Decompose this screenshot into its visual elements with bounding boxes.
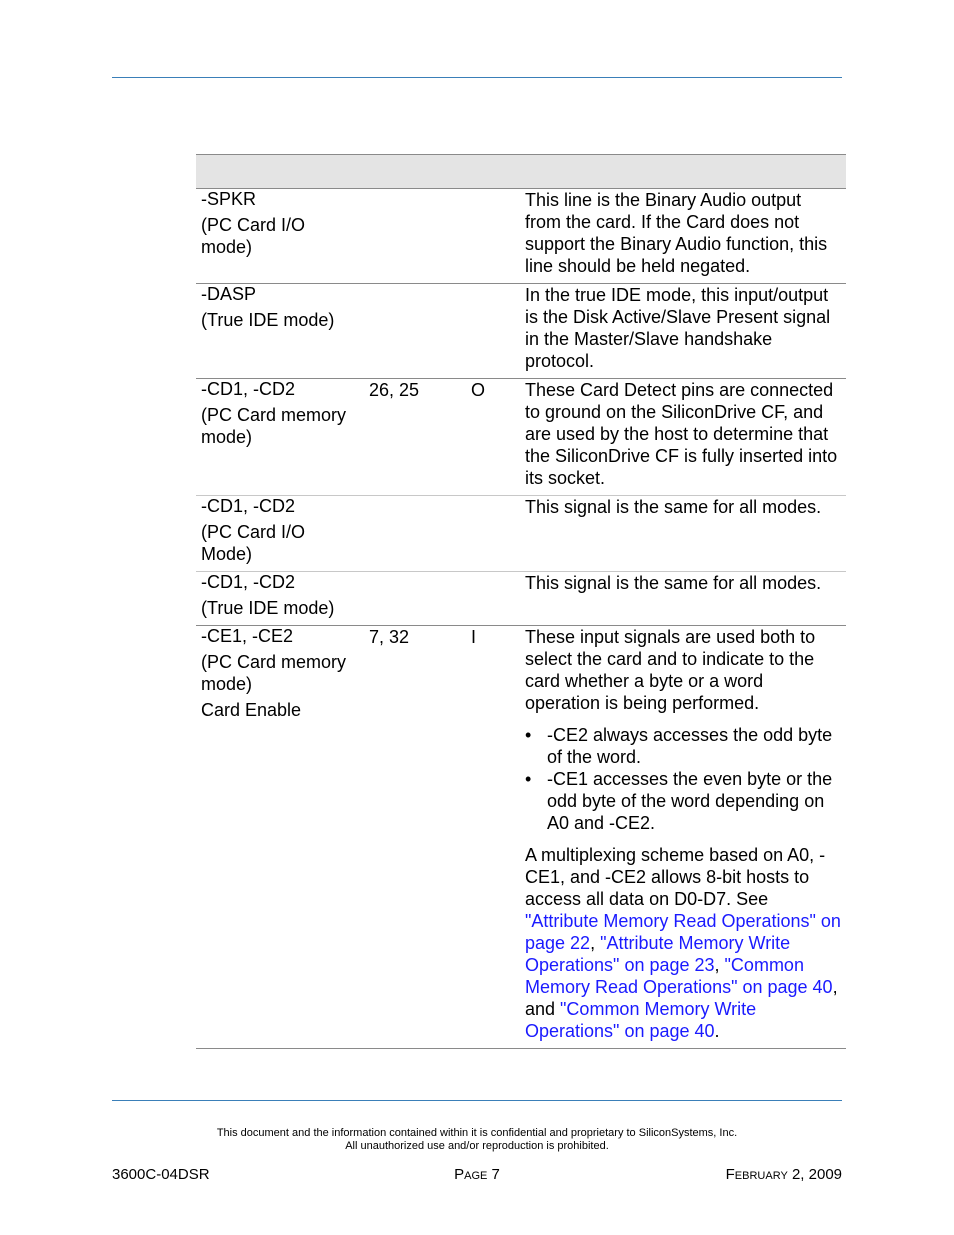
description-cell: This signal is the same for all modes. [520,572,846,626]
table-row [196,626,846,1049]
signal-name: -CE1, -CE2 [201,626,294,646]
signal-mode: (PC Card memory mode) [201,652,347,694]
separator: , [714,955,725,975]
list-item: • -CE2 always accesses the odd byte of the word. [525,724,841,768]
header-cell-description [520,155,846,189]
pin-cell [364,496,466,572]
pin-cell: 26, 25 [364,379,466,496]
footer-rule [112,1100,842,1101]
confidentiality-line: This document and the information contained within it is confidential and proprietary to SiliconSystems, Inc. [216,1127,738,1139]
signal-cell [196,379,364,496]
link-common-memory-read[interactable]: "Common Memory Read Operations" on page 40 [525,955,833,997]
list-item: • -CE1 accesses the even byte or the odd byte of the word depending on A0 and -CE2. [525,768,841,834]
signal-name: -CD1, -CD2 [201,496,296,516]
sentence-end: . [714,1021,720,1041]
link-attribute-memory-write[interactable]: "Attribute Memory Write Operations" on page 23 [525,933,791,975]
signal-mode: (PC Card I/O mode) [201,215,306,257]
signal-mode: (PC Card memory mode) [201,405,347,447]
header-rule [112,77,842,78]
signal-cell [196,496,364,572]
table-row [196,379,846,496]
table-row [196,496,846,572]
description-cell [520,626,846,1049]
signal-name: -CD1, -CD2 [201,379,296,399]
signal-name: -SPKR [201,189,257,209]
signal-cell [196,189,364,284]
pin-cell: 7, 32 [364,626,466,1049]
table-row [196,284,846,379]
description-cell: This line is the Binary Audio output from the card. If the Card does not support the Binary Audio function, this line should be held negated. [520,189,846,284]
signal-mode: (PC Card I/O Mode) [201,522,306,564]
signal-cell [196,572,364,626]
description-cell: This signal is the same for all modes. [520,496,846,572]
type-cell [466,496,520,572]
pin-cell [364,284,466,379]
document-date: February 2, 2009 [725,1166,842,1183]
type-cell: O [466,379,520,496]
header-cell-pin [364,155,466,189]
bullet-list [525,724,841,834]
multiplexing-paragraph [525,844,841,1042]
type-cell [466,284,520,379]
type-cell: I [466,626,520,1049]
signal-mode: (True IDE mode) [201,598,335,618]
confidentiality-line: All unauthorized use and/or reproduction is prohibited. [345,1140,609,1152]
link-common-memory-write[interactable]: "Common Memory Write Operations" on page 40 [525,999,757,1041]
header-cell-type [466,155,520,189]
multiplexing-text: A multiplexing scheme based on A0, -CE1, and -CE2 allows 8-bit hosts to access all data on D0-D7. See [525,845,826,909]
table-header-row [196,155,846,189]
signal-cell [196,626,364,1049]
document-number: 3600C-04DSR [112,1166,210,1183]
type-cell [466,572,520,626]
table-row [196,572,846,626]
table-row [196,189,846,284]
type-cell [466,189,520,284]
description-text: These input signals are used both to select the card and to indicate to the card whether a byte or a word operation is being performed. [525,627,816,713]
signal-mode: (True IDE mode) [201,310,335,330]
link-attribute-memory-read[interactable]: "Attribute Memory Read Operations" on page 22 [525,911,841,953]
pin-cell [364,572,466,626]
signal-description-table [196,154,846,1049]
description-cell: In the true IDE mode, this input/output is the Disk Active/Slave Present signal in the Master/Slave handshake protocol. [520,284,846,379]
page-number: Page 7 [454,1166,500,1183]
separator: , [590,933,601,953]
separator: , and [525,977,838,1019]
signal-name: -DASP [201,284,257,304]
pin-cell [364,189,466,284]
signal-cell [196,284,364,379]
header-cell-signal [196,155,364,189]
signal-name: -CD1, -CD2 [201,572,296,592]
signal-function: Card Enable [201,700,302,720]
description-cell: These Card Detect pins are connected to ground on the SiliconDrive CF, and are used by the host to determine that the SiliconDrive CF is fully inserted into its socket. [520,379,846,496]
confidentiality-notice [0,1127,954,1153]
